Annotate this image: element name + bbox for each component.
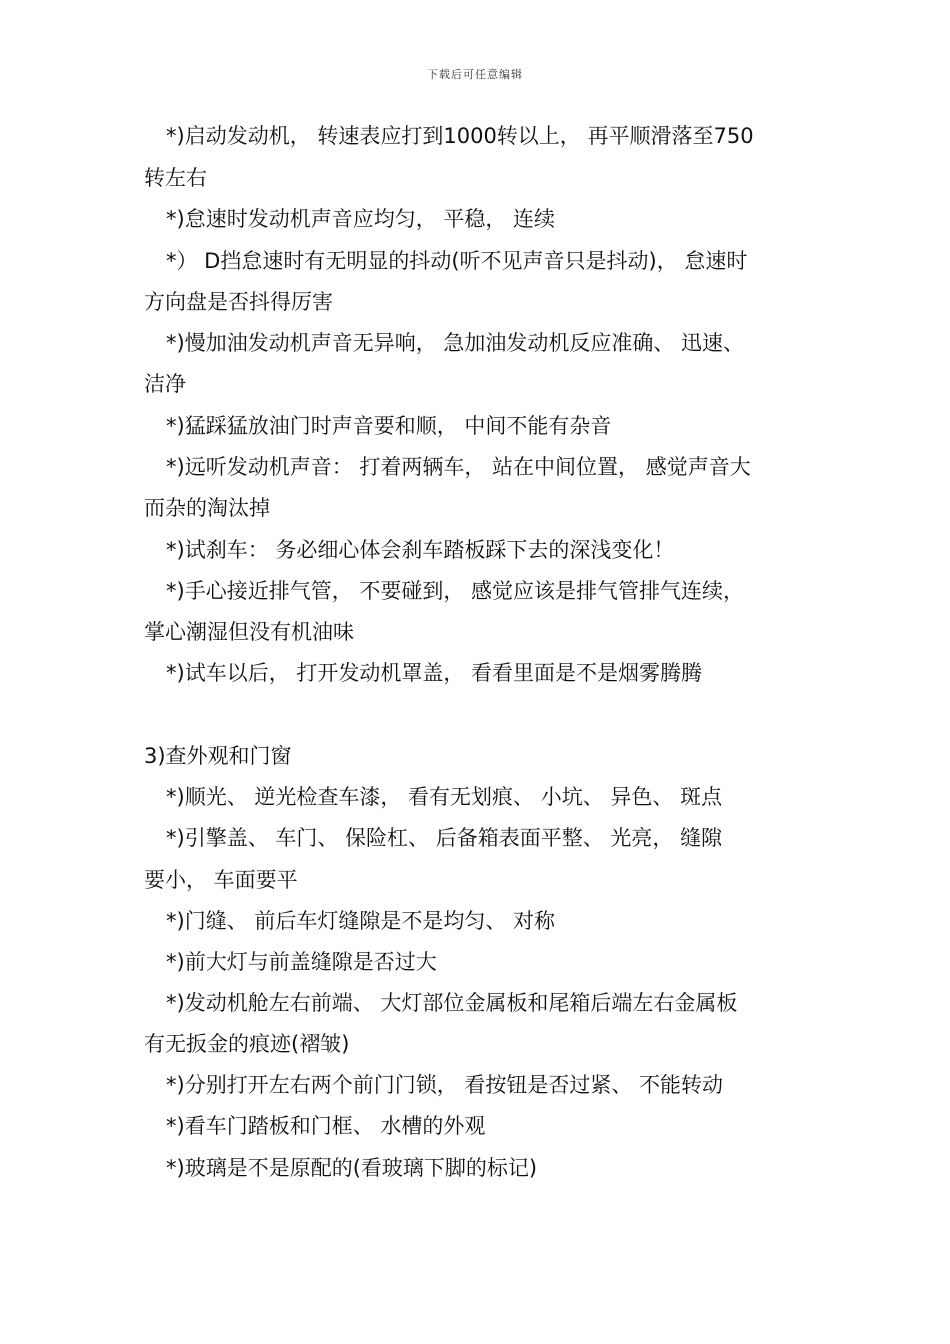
text-line: *） D挡怠速时有无明显的抖动(听不见声音只是抖动)， 怠速时 [166, 249, 748, 273]
text-line: *)试车以后， 打开发动机罩盖， 看看里面是不是烟雾腾腾 [166, 661, 703, 685]
text-line: *)猛踩猛放油门时声音要和顺， 中间不能有杂音 [166, 414, 612, 438]
text-line: 洁净 [144, 372, 186, 396]
text-line: *)发动机舱左右前端、 大灯部位金属板和尾箱后端左右金属板 [166, 991, 738, 1015]
text-line: 要小， 车面要平 [144, 868, 298, 892]
text-line: *)前大灯与前盖缝隙是否过大 [166, 950, 437, 974]
text-line: *)慢加油发动机声音无异响， 急加油发动机反应准确、 迅速、 [166, 331, 745, 355]
text-line: *)门缝、 前后车灯缝隙是不是均匀、 对称 [166, 909, 556, 933]
text-line: 方向盘是否抖得厉害 [144, 290, 333, 314]
text-line: 有无扳金的痕迹(褶皱) [144, 1032, 350, 1056]
text-line: *)玻璃是不是原配的(看玻璃下脚的标记) [166, 1156, 538, 1180]
text-line: *)顺光、 逆光检查车漆， 看有无划痕、 小坑、 异色、 斑点 [166, 785, 723, 809]
text-line: *)引擎盖、 车门、 保险杠、 后备箱表面平整、 光亮， 缝隙 [166, 826, 723, 850]
text-line: *)远听发动机声音： 打着两辆车， 站在中间位置， 感觉声音大 [166, 455, 751, 479]
text-line: *)怠速时发动机声音应均匀， 平稳， 连续 [166, 207, 556, 231]
text-line: 而杂的淘汰掉 [144, 496, 270, 520]
section-heading: 3)查外观和门窗 [144, 744, 292, 768]
text-line: *)试刹车： 务必细心体会刹车踏板踩下去的深浅变化！ [166, 538, 675, 562]
text-line: *)手心接近排气管， 不要碰到， 感觉应该是排气管排气连续， [166, 579, 745, 603]
text-line: *)启动发动机， 转速表应打到1000转以上， 再平顺滑落至750 [166, 124, 754, 148]
text-line: *)看车门踏板和门框、 水槽的外观 [166, 1114, 486, 1138]
text-line: *)分别打开左右两个前门门锁， 看按钮是否过紧、 不能转动 [166, 1073, 724, 1097]
text-line: 转左右 [144, 166, 207, 190]
text-line: 掌心潮湿但没有机油味 [144, 620, 354, 644]
page-header: 下载后可任意编辑 [427, 68, 523, 81]
